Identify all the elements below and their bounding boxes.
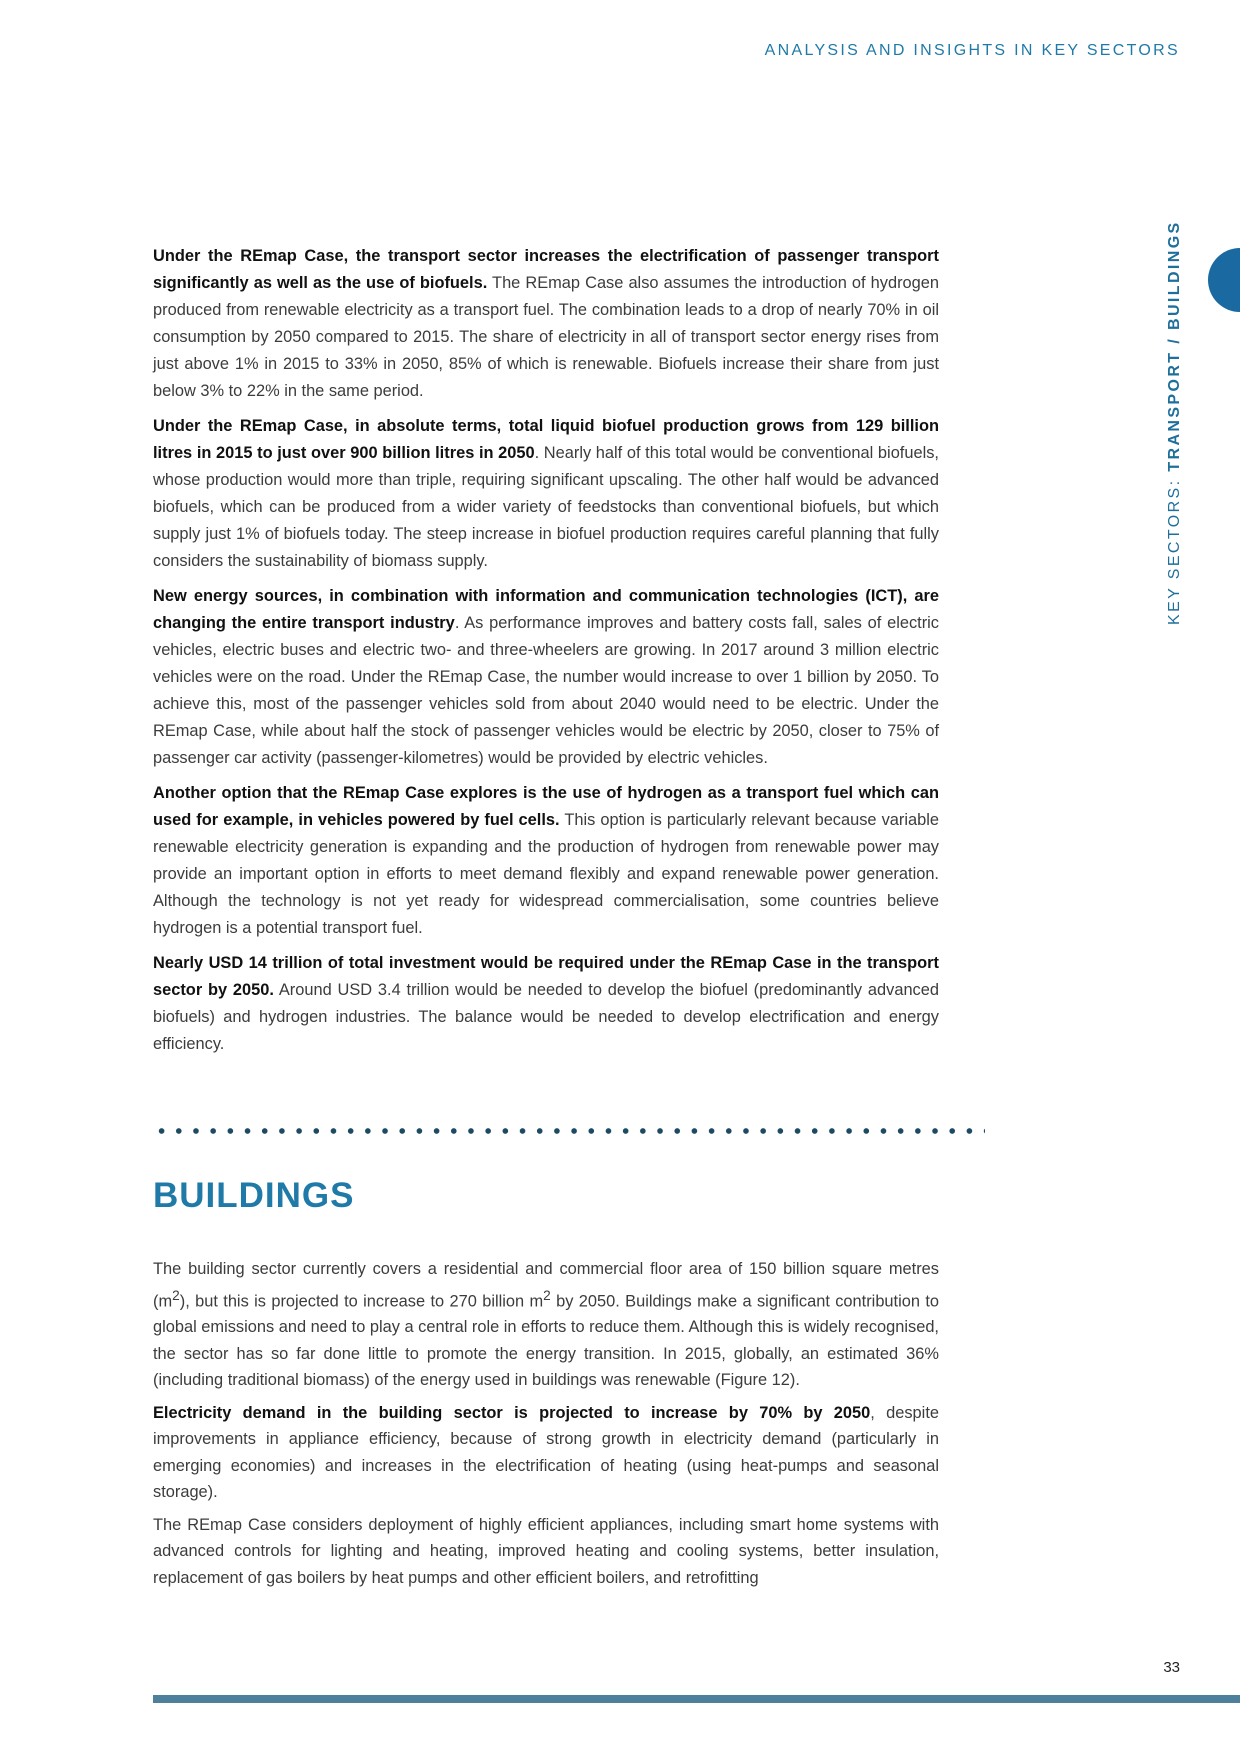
section-heading: BUILDINGS: [153, 1176, 355, 1215]
paragraph: [153, 1256, 939, 1394]
paragraph: [153, 413, 939, 575]
paragraph: The REmap Case considers deployment of highly efficient appliances, including smart home systems with advanced controls for lighting and heating, improved heating and cooling systems, better insulation, replacement of gas boilers by heat pumps and other efficient boilers, and retrofitting: [153, 1515, 939, 1587]
paragraph-body: . Nearly half of this total would be conventional biofuels, whose production would more than triple, requiring significant upscaling. The other half would be advanced biofuels, which can be produced from a wider variety of feedstocks than conventional biofuels, but which supply just 1% of biofuels today. The steep increase in biofuel production requires careful planning that fully considers the sustainability of biomass supply.: [153, 444, 939, 570]
paragraph-lead: New energy sources, in combination with information and communication technologies (ICT), are changing the entire transport industry: [153, 587, 939, 632]
paragraph-body: The REmap Case also assumes the introduction of hydrogen produced from renewable electricity as a transport fuel. The combination leads to a drop of nearly 70% in oil consumption by 2050 compared to 2015. The share of electricity in all of transport sector energy rises from just above 1% in 2015 to 33% in 2050, 85% of which is renewable. Biofuels increase their share from just below 3% to 22% in the same period.: [153, 274, 940, 400]
paragraph: [153, 1400, 939, 1506]
paragraph-lead: Under the REmap Case, the transport sector increases the electrification of passenger transport significantly as well as the use of biofuels.: [153, 247, 939, 292]
running-header: ANALYSIS AND INSIGHTS IN KEY SECTORS: [764, 42, 1180, 59]
paragraph: [153, 583, 939, 772]
transport-body: [153, 243, 939, 1066]
paragraph-lead: Under the REmap Case, in absolute terms, total liquid biofuel production grows from 129 billion litres in 2015 to just over 900 billion litres in 2050: [153, 417, 939, 462]
paragraph-body: . As performance improves and battery costs fall, sales of electric vehicles, electric buses and electric two- and three-wheelers are growing. In 2017 around 3 million electric vehicles were on the road. Under the REmap Case, the number would increase to over 1 billion by 2050. To achieve this, most of the passenger vehicles sold from about 2040 would need to be electric. Under the REmap Case, while about half the stock of passenger vehicles would be electric by 2050, closer to 75% of passenger car activity (passenger-kilometres) would be provided by electric vehicles.: [153, 614, 939, 767]
footer-bar: [153, 1695, 1240, 1703]
side-label-prefix: KEY SECTORS:: [1166, 471, 1183, 625]
side-label-sections: TRANSPORT / BUILDINGS: [1166, 220, 1183, 472]
paragraph-body: , despite improvements in appliance efficiency, because of strong growth in electricity demand (particularly in emerging economies) and increases in the electrification of heating (using heat-pumps and seasonal storage).: [153, 1403, 939, 1502]
paragraph-text: by 2050. Buildings make a significant contribution to global emissions and need to play a central role in efforts to reduce them. Although this is widely recognised, the sector has so far done little to promote the energy transition. In 2015, globally, an estimated 36% (including traditional biomass) of the energy used in buildings was renewable (Figure 12).: [153, 1291, 940, 1390]
paragraph-body: This option is particularly relevant because variable renewable electricity generation is expanding and the production of hydrogen from renewable power may provide an important option in efforts to meet demand flexibly and expand renewable power generation. Although the technology is not yet ready for widespread commercialisation, some countries believe hydrogen is a potential transport fuel.: [153, 811, 939, 937]
paragraph: [153, 950, 939, 1058]
section-side-label: [1164, 220, 1186, 625]
page-number: 33: [1163, 1659, 1180, 1676]
buildings-body: [153, 1256, 939, 1597]
paragraph: [153, 780, 939, 942]
section-tab-marker: [1208, 248, 1240, 312]
paragraph-lead: Electricity demand in the building sector is projected to increase by 70% by 2050: [153, 1403, 871, 1422]
paragraph-lead: Nearly USD 14 trillion of total investment would be required under the REmap Case in the transport sector by 2050.: [153, 954, 939, 999]
dotted-divider: [153, 1128, 985, 1134]
paragraph-body: Around USD 3.4 trillion would be needed to develop the biofuel (predominantly advanced biofuels) and hydrogen industries. The balance would be needed to develop electrification and energy efficiency.: [153, 981, 939, 1053]
superscript: 2: [172, 1287, 180, 1303]
paragraph-lead: Another option that the REmap Case explores is the use of hydrogen as a transport fuel which can used for example, in vehicles powered by fuel cells.: [153, 784, 939, 829]
paragraph: [153, 243, 939, 405]
paragraph-text: The building sector currently covers a residential and commercial floor area of 150 billion square metres (m: [153, 1260, 939, 1310]
paragraph-text: ), but this is projected to increase to 270 billion m: [179, 1291, 544, 1310]
superscript: 2: [543, 1287, 551, 1303]
